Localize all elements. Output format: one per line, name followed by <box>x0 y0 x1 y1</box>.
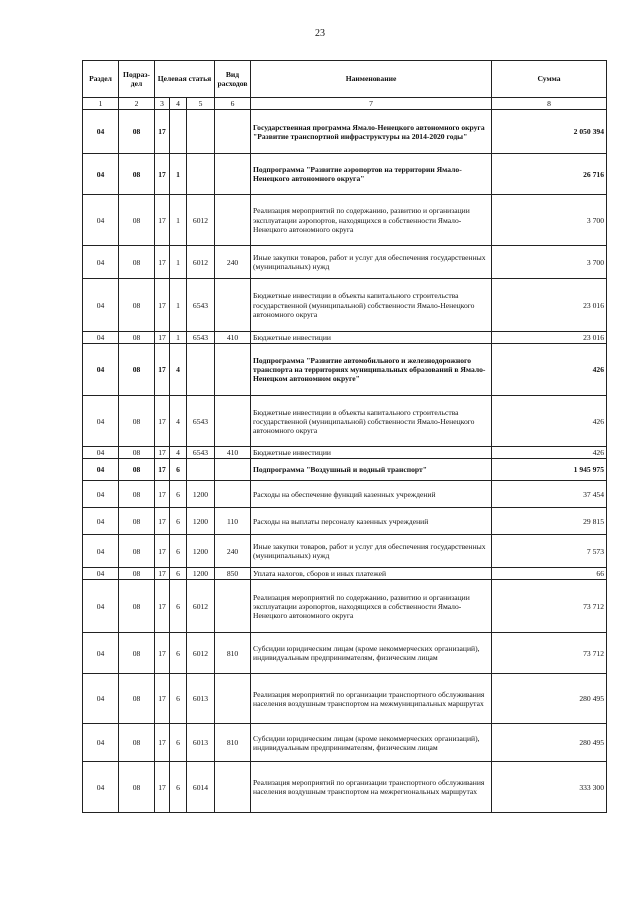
cell-direction: 6012 <box>187 246 215 279</box>
cell-program: 17 <box>155 762 170 813</box>
cell-program: 17 <box>155 481 170 508</box>
cell-naimenovanie: Подпрограмма "Развитие аэропортов на территории Ямало-Ненецкого автономного округа" <box>251 154 492 195</box>
cell-razdel: 04 <box>83 154 119 195</box>
cell-program: 17 <box>155 195 170 246</box>
header-razdel: Раздел <box>83 61 119 98</box>
cell-direction: 6543 <box>187 332 215 344</box>
table-row <box>83 535 607 568</box>
cell-razdel: 04 <box>83 459 119 481</box>
col-number: 5 <box>187 98 215 110</box>
cell-podrazdel: 08 <box>119 110 155 154</box>
cell-summa: 426 <box>492 396 607 447</box>
cell-razdel: 04 <box>83 195 119 246</box>
cell-vid: 810 <box>215 724 251 762</box>
cell-podrazdel: 08 <box>119 344 155 396</box>
cell-program: 17 <box>155 110 170 154</box>
cell-razdel: 04 <box>83 580 119 633</box>
cell-vid: 810 <box>215 633 251 674</box>
cell-summa: 426 <box>492 344 607 396</box>
cell-summa: 280 495 <box>492 674 607 724</box>
table-row <box>83 110 607 154</box>
cell-razdel: 04 <box>83 535 119 568</box>
cell-summa: 26 716 <box>492 154 607 195</box>
cell-podrazdel: 08 <box>119 762 155 813</box>
cell-subprogram: 6 <box>170 459 187 481</box>
cell-direction: 6013 <box>187 674 215 724</box>
cell-vid <box>215 580 251 633</box>
cell-direction: 1200 <box>187 508 215 535</box>
cell-direction: 1200 <box>187 481 215 508</box>
cell-program: 17 <box>155 633 170 674</box>
cell-podrazdel: 08 <box>119 459 155 481</box>
cell-direction <box>187 459 215 481</box>
cell-podrazdel: 08 <box>119 246 155 279</box>
cell-program: 17 <box>155 724 170 762</box>
cell-naimenovanie: Бюджетные инвестиции в объекты капитального строительства государственной (муниципальной) собственности Ямало-Ненецкого автономного округа <box>251 396 492 447</box>
cell-razdel: 04 <box>83 568 119 580</box>
cell-direction: 6543 <box>187 279 215 332</box>
table-body <box>83 110 607 813</box>
cell-podrazdel: 08 <box>119 508 155 535</box>
cell-vid <box>215 110 251 154</box>
table-row <box>83 580 607 633</box>
cell-subprogram <box>170 110 187 154</box>
cell-vid <box>215 154 251 195</box>
cell-razdel: 04 <box>83 447 119 459</box>
cell-program: 17 <box>155 154 170 195</box>
table-row <box>83 724 607 762</box>
cell-direction: 6013 <box>187 724 215 762</box>
cell-program: 17 <box>155 332 170 344</box>
table-row <box>83 344 607 396</box>
cell-vid: 240 <box>215 535 251 568</box>
cell-razdel: 04 <box>83 762 119 813</box>
cell-direction: 6012 <box>187 580 215 633</box>
cell-direction <box>187 154 215 195</box>
cell-naimenovanie: Субсидии юридическим лицам (кроме некоммерческих организаций), индивидуальным предпринимателям, физическим лицам <box>251 724 492 762</box>
cell-subprogram: 6 <box>170 762 187 813</box>
cell-subprogram: 6 <box>170 508 187 535</box>
table-row <box>83 633 607 674</box>
header-summa: Сумма <box>492 61 607 98</box>
cell-podrazdel: 08 <box>119 195 155 246</box>
cell-summa: 1 945 975 <box>492 459 607 481</box>
cell-podrazdel: 08 <box>119 535 155 568</box>
cell-podrazdel: 08 <box>119 332 155 344</box>
cell-naimenovanie: Реализация мероприятий по организации транспортного обслуживания населения воздушным транспортом на межмуниципальных маршрутах <box>251 674 492 724</box>
col-number: 8 <box>492 98 607 110</box>
cell-subprogram: 6 <box>170 633 187 674</box>
cell-subprogram: 4 <box>170 447 187 459</box>
table-row <box>83 396 607 447</box>
cell-subprogram: 6 <box>170 674 187 724</box>
table-row <box>83 508 607 535</box>
cell-subprogram: 4 <box>170 396 187 447</box>
cell-naimenovanie: Иные закупки товаров, работ и услуг для обеспечения государственных (муниципальных) нужд <box>251 535 492 568</box>
cell-naimenovanie: Уплата налогов, сборов и иных платежей <box>251 568 492 580</box>
cell-program: 17 <box>155 447 170 459</box>
cell-subprogram: 4 <box>170 344 187 396</box>
cell-summa: 3 700 <box>492 195 607 246</box>
cell-subprogram: 1 <box>170 195 187 246</box>
cell-podrazdel: 08 <box>119 447 155 459</box>
cell-razdel: 04 <box>83 396 119 447</box>
cell-subprogram: 6 <box>170 724 187 762</box>
cell-summa: 333 300 <box>492 762 607 813</box>
cell-vid: 110 <box>215 508 251 535</box>
cell-vid: 410 <box>215 447 251 459</box>
column-numbers-row <box>83 98 607 110</box>
cell-program: 17 <box>155 246 170 279</box>
cell-naimenovanie: Субсидии юридическим лицам (кроме некоммерческих организаций), индивидуальным предпринимателям, физическим лицам <box>251 633 492 674</box>
page-number: 23 <box>315 28 325 39</box>
cell-naimenovanie: Иные закупки товаров, работ и услуг для обеспечения государственных (муниципальных) нужд <box>251 246 492 279</box>
cell-razdel: 04 <box>83 110 119 154</box>
table-row <box>83 279 607 332</box>
cell-summa: 2 050 394 <box>492 110 607 154</box>
cell-subprogram: 6 <box>170 568 187 580</box>
cell-vid <box>215 481 251 508</box>
table-row <box>83 481 607 508</box>
cell-razdel: 04 <box>83 344 119 396</box>
cell-direction: 6014 <box>187 762 215 813</box>
cell-program: 17 <box>155 279 170 332</box>
cell-podrazdel: 08 <box>119 633 155 674</box>
cell-summa: 280 495 <box>492 724 607 762</box>
cell-vid <box>215 674 251 724</box>
cell-direction <box>187 344 215 396</box>
cell-subprogram: 1 <box>170 279 187 332</box>
col-number: 1 <box>83 98 119 110</box>
cell-subprogram: 6 <box>170 580 187 633</box>
cell-razdel: 04 <box>83 633 119 674</box>
cell-subprogram: 6 <box>170 481 187 508</box>
cell-subprogram: 1 <box>170 332 187 344</box>
cell-vid <box>215 279 251 332</box>
header-vid-raskhodov: Вид расходов <box>215 61 251 98</box>
cell-podrazdel: 08 <box>119 154 155 195</box>
cell-summa: 66 <box>492 568 607 580</box>
cell-naimenovanie: Подпрограмма "Развитие автомобильного и железнодорожного транспорта на территориях муниципальных образований в Ямало-Ненецком автономном округе" <box>251 344 492 396</box>
table-row <box>83 332 607 344</box>
cell-podrazdel: 08 <box>119 580 155 633</box>
cell-razdel: 04 <box>83 508 119 535</box>
cell-subprogram: 6 <box>170 535 187 568</box>
cell-naimenovanie: Подпрограмма "Воздушный и водный транспорт" <box>251 459 492 481</box>
cell-vid: 240 <box>215 246 251 279</box>
cell-podrazdel: 08 <box>119 279 155 332</box>
cell-direction: 6543 <box>187 396 215 447</box>
cell-program: 17 <box>155 535 170 568</box>
cell-direction: 6012 <box>187 195 215 246</box>
cell-summa: 7 573 <box>492 535 607 568</box>
header-tselevaya-statya: Целевая статья <box>155 61 215 98</box>
table-row <box>83 568 607 580</box>
cell-razdel: 04 <box>83 279 119 332</box>
cell-program: 17 <box>155 344 170 396</box>
cell-subprogram: 1 <box>170 154 187 195</box>
cell-summa: 23 016 <box>492 279 607 332</box>
cell-podrazdel: 08 <box>119 674 155 724</box>
cell-razdel: 04 <box>83 674 119 724</box>
cell-direction: 1200 <box>187 535 215 568</box>
cell-vid <box>215 195 251 246</box>
cell-direction: 6012 <box>187 633 215 674</box>
cell-program: 17 <box>155 674 170 724</box>
cell-naimenovanie: Бюджетные инвестиции в объекты капитального строительства государственной (муниципальной) собственности Ямало-Ненецкого автономного округа <box>251 279 492 332</box>
cell-summa: 73 712 <box>492 580 607 633</box>
cell-razdel: 04 <box>83 332 119 344</box>
col-number: 4 <box>170 98 187 110</box>
col-number: 7 <box>251 98 492 110</box>
cell-direction: 1200 <box>187 568 215 580</box>
cell-podrazdel: 08 <box>119 568 155 580</box>
cell-program: 17 <box>155 459 170 481</box>
cell-naimenovanie: Реализация мероприятий по содержанию, развитию и организации эксплуатации аэропортов, находящихся в собственности Ямало-Ненецкого автономного округа <box>251 580 492 633</box>
cell-naimenovanie: Бюджетные инвестиции <box>251 447 492 459</box>
table-row <box>83 762 607 813</box>
cell-naimenovanie: Расходы на обеспечение функций казенных учреждений <box>251 481 492 508</box>
cell-naimenovanie: Реализация мероприятий по содержанию, развитию и организации эксплуатации аэропортов, находящихся в собственности Ямало-Ненецкого автономного округа <box>251 195 492 246</box>
cell-summa: 37 454 <box>492 481 607 508</box>
table-row <box>83 195 607 246</box>
col-number: 3 <box>155 98 170 110</box>
cell-podrazdel: 08 <box>119 396 155 447</box>
cell-vid: 850 <box>215 568 251 580</box>
cell-vid: 410 <box>215 332 251 344</box>
table-row <box>83 447 607 459</box>
cell-razdel: 04 <box>83 724 119 762</box>
header-naimenovanie: Наименование <box>251 61 492 98</box>
cell-naimenovanie: Реализация мероприятий по организации транспортного обслуживания населения воздушным транспортом на межрегиональных маршрутах <box>251 762 492 813</box>
cell-program: 17 <box>155 396 170 447</box>
budget-table <box>82 60 607 813</box>
cell-summa: 3 700 <box>492 246 607 279</box>
cell-summa: 23 016 <box>492 332 607 344</box>
cell-direction <box>187 110 215 154</box>
table-row <box>83 154 607 195</box>
cell-razdel: 04 <box>83 481 119 508</box>
table-row <box>83 459 607 481</box>
cell-summa: 29 815 <box>492 508 607 535</box>
cell-vid <box>215 459 251 481</box>
cell-summa: 73 712 <box>492 633 607 674</box>
cell-naimenovanie: Расходы на выплаты персоналу казенных учреждений <box>251 508 492 535</box>
col-number: 2 <box>119 98 155 110</box>
cell-naimenovanie: Бюджетные инвестиции <box>251 332 492 344</box>
cell-subprogram: 1 <box>170 246 187 279</box>
cell-program: 17 <box>155 508 170 535</box>
cell-podrazdel: 08 <box>119 724 155 762</box>
cell-direction: 6543 <box>187 447 215 459</box>
cell-naimenovanie: Государственная программа Ямало-Ненецкого автономного округа "Развитие транспортной инфраструктуры на 2014-2020 годы" <box>251 110 492 154</box>
cell-vid <box>215 396 251 447</box>
cell-program: 17 <box>155 580 170 633</box>
col-number: 6 <box>215 98 251 110</box>
header-podrazdel: Подраз-дел <box>119 61 155 98</box>
cell-program: 17 <box>155 568 170 580</box>
cell-podrazdel: 08 <box>119 481 155 508</box>
cell-vid <box>215 762 251 813</box>
table-row <box>83 674 607 724</box>
cell-summa: 426 <box>492 447 607 459</box>
table-row <box>83 246 607 279</box>
cell-razdel: 04 <box>83 246 119 279</box>
cell-vid <box>215 344 251 396</box>
